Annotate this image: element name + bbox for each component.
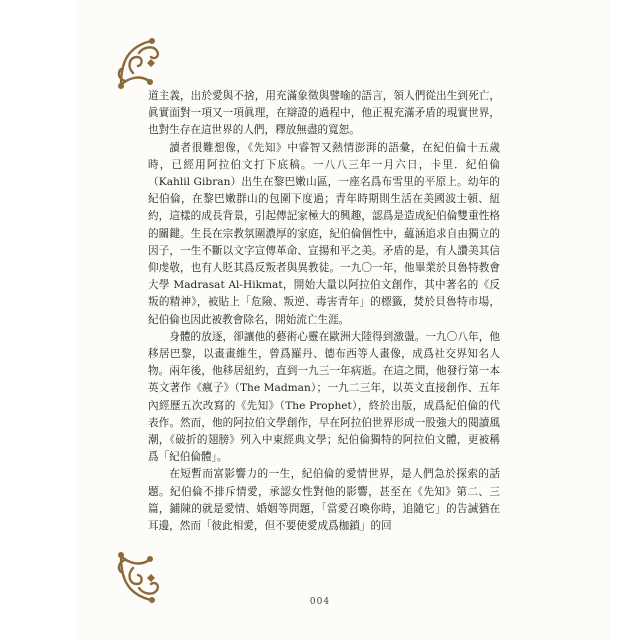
top-ornament-icon: [113, 33, 165, 93]
paragraph-2: 讀者很難想像，《先知》中睿智又熱情澎湃的語彙，在紀伯倫十五歲時，已經用阿拉伯文打下底稿。一八八三年一月六日，卡里．紀伯倫（Kahlil Gibran）出生在黎巴嫩山區，一座名爲布雪里的平原上。幼年的紀伯倫，在黎巴嫩群山的包圍下度過；青年時期則生活在美國波士頓、紐約，這樣的成長背景，引起傳記家極大的興趣，認爲是造成紀伯倫雙重性格的關鍵。生長在宗教氛圍濃厚的家庭，紀伯倫個性中，蘊涵追求自由獨立的因子，一生不斷以文字宣傳革命、宣揚和平之美。矛盾的是，有人讚美其信仰虔敬，也有人貶其爲反叛者與異教徒。一九〇一年，他畢業於貝魯特教會大學 Madrasat Al-Hikmat，開始大量以阿拉伯文創作，其中著名的《反叛的精神》，被貼上「危險、叛逆、毒害青年」的標籤，焚於貝魯特市場，紀伯倫也因此被教會除名，開始流亡生涯。: [148, 141, 500, 326]
paragraph-3: 身體的放逐，卻讓他的藝術心靈在歐洲大陸得到激盪。一九〇八年，他移居巴黎，以畫畫維生，曾爲羅丹、德布西等人畫像，成爲社交界知名人物。兩年後，他移居紐約，直到一九三一年病逝。在這之間，他發行第一本英文著作《瘋子》（The Madman）；一九二三年，以英文直接創作、五年內經歷五次改寫的《先知》（The Prophet），終於出版，成爲紀伯倫的代表作。然而，他的阿拉伯文學創作，早在阿拉伯世界形成一股強大的閱讀風潮，《破折的翅膀》列入中東經典文學；紀伯倫獨特的阿拉伯文體，更被稱爲「紀伯倫體」。: [148, 330, 500, 464]
paragraph-1: 道主義，出於愛與不捨，用充滿象徵與譬喻的語言，領人們從出生到死亡，眞實面對一項又一項眞理，在辯證的過程中，他正視充滿矛盾的現實世界，也對生存在這世界的人們，釋放無盡的寬恕。: [148, 90, 500, 137]
body-text: [148, 88, 500, 535]
paragraph-4: 在短暫而富影響力的一生，紀伯倫的愛情世界，是人們急於探索的話題。紀伯倫不排斥情愛，承認女性對他的影響，甚至在《先知》第二、三篇，鋪陳的就是愛情、婚姻等問題，「當愛召喚你時，追隨它」的告誡猶在耳邊，然而「彼此相愛，但不要使愛成爲枷鎖」的回: [148, 468, 500, 533]
page-number: 004: [309, 597, 331, 607]
